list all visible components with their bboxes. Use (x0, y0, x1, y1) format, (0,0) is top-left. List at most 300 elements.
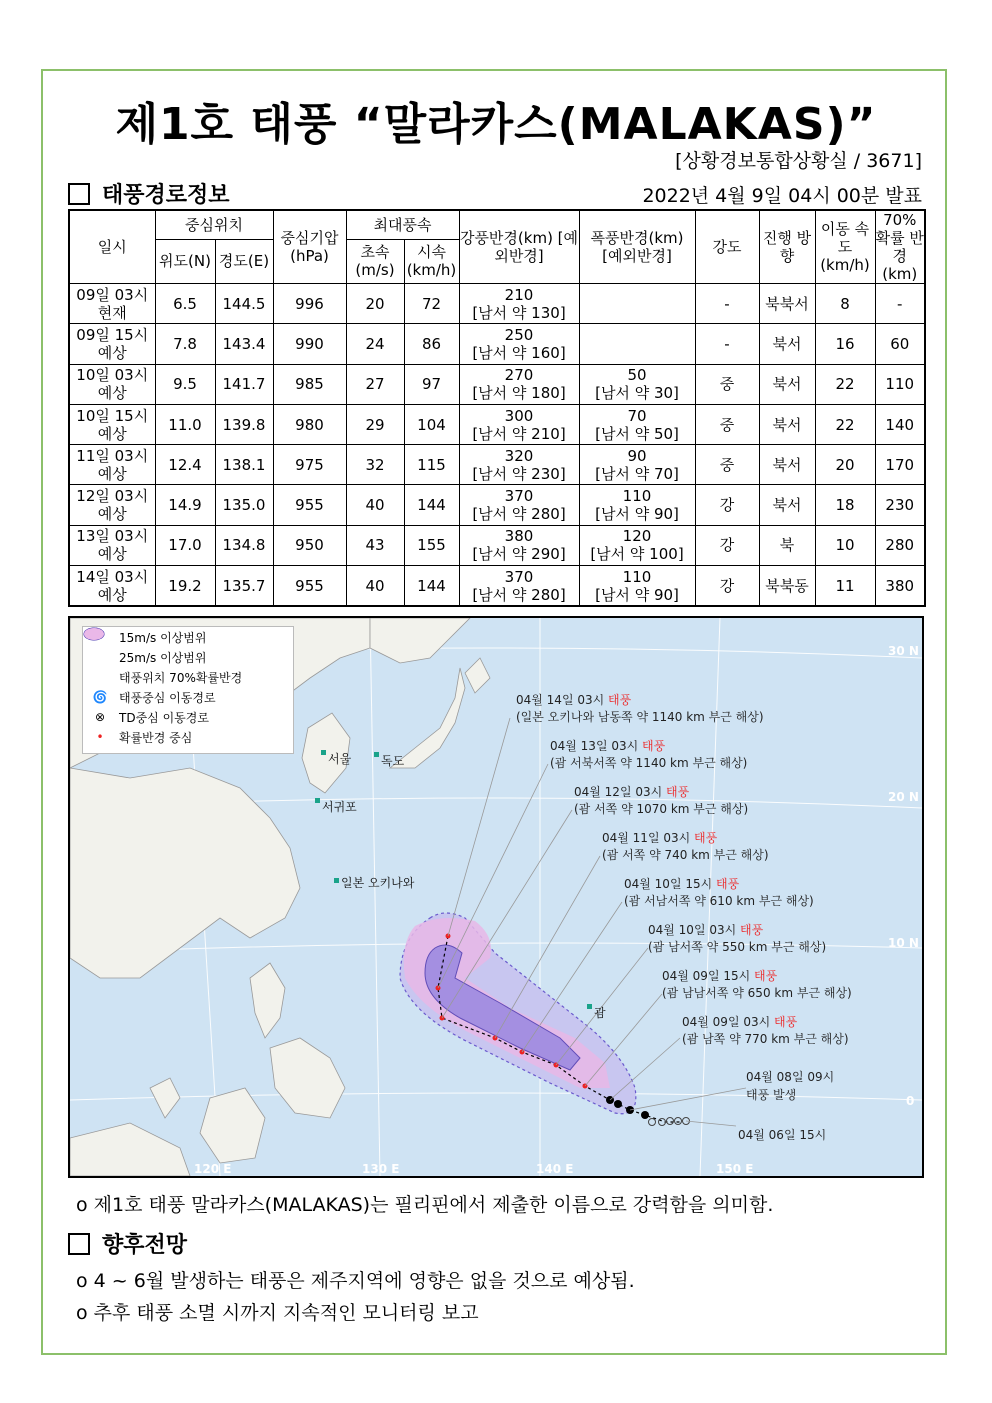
table-row (69, 485, 925, 525)
cell-text: 7.8 (173, 334, 197, 353)
label-desc: (괌 서북서쪽 약 1140 km 부근 해상) (550, 756, 748, 770)
cell-text: 북서 (772, 415, 802, 434)
label-tag: 태풍 (666, 785, 690, 799)
table-cell (215, 525, 273, 565)
table-cell (155, 566, 215, 606)
cell-text: [남서 약 70] (595, 464, 679, 483)
table-cell (346, 445, 404, 485)
cell-text: [남서 약 280] (472, 505, 566, 524)
cell-text: 144 (417, 576, 446, 595)
legend-item (83, 687, 293, 707)
cell-text: 380 (885, 576, 915, 595)
cell-text: 143.4 (222, 334, 266, 353)
cell-text: 12일 03시 (76, 487, 149, 506)
legend-label: 15m/s 이상범위 (119, 630, 207, 645)
cell-text: [남서 약 210] (472, 424, 566, 443)
legend-item (83, 647, 293, 667)
table-cell (875, 324, 925, 364)
cell-text: 985 (295, 375, 324, 394)
table-cell (875, 485, 925, 525)
cell-text: 22 (835, 415, 855, 434)
label-time: 04월 09일 03시 (682, 1015, 771, 1029)
cell-text: 09일 15시 (76, 325, 149, 344)
cell-text: 43 (365, 536, 385, 555)
table-cell (69, 284, 155, 324)
cell-text: 현재 (97, 303, 127, 322)
label-tag: 태풍 (694, 831, 718, 845)
label-desc: (일본 오키나와 남동쪽 약 1140 km 부근 해상) (516, 710, 764, 724)
table-cell (579, 404, 695, 444)
table-cell (404, 485, 459, 525)
cell-text: 17.0 (168, 536, 202, 555)
legend-item (83, 627, 293, 647)
table-cell (155, 364, 215, 404)
cell-text: 120 (622, 527, 652, 546)
place-label: 독도 (381, 754, 405, 768)
cell-text: 예상 (97, 505, 127, 524)
table-cell (69, 525, 155, 565)
table-cell (695, 445, 759, 485)
cell-text: 14일 03시 (76, 567, 149, 586)
checkbox-icon (68, 1233, 90, 1255)
place-label: 괌 (594, 1006, 606, 1020)
cell-text: 20 (835, 455, 855, 474)
table-cell (155, 284, 215, 324)
track-label (682, 1014, 849, 1048)
label-desc: (괌 남쪽 약 770 km 부근 해상) (682, 1032, 849, 1046)
note-outlook-1: o 4 ~ 6월 발생하는 태풍은 제주지역에 영향은 없을 것으로 예상됨. (76, 1270, 635, 1292)
cell-text: 10일 03시 (76, 366, 149, 385)
cell-text: 144.5 (222, 294, 266, 313)
cell-text: 예상 (97, 343, 127, 362)
table-cell (69, 445, 155, 485)
table-cell (759, 404, 815, 444)
legend-prob-swatch (89, 670, 111, 684)
cell-text: 320 (504, 446, 534, 465)
table-cell (459, 445, 579, 485)
table-cell (69, 404, 155, 444)
table-cell (155, 445, 215, 485)
cell-text: 강 (719, 576, 735, 595)
cell-text: 955 (295, 496, 324, 515)
table-cell (155, 324, 215, 364)
cell-text: 12.4 (168, 455, 202, 474)
cell-text: 강 (719, 536, 735, 555)
th-speed: 이동 속도 (km/h) (815, 210, 875, 284)
label-tag: 태풍 (754, 969, 778, 983)
place-label: 서울 (328, 752, 352, 766)
table-cell (155, 525, 215, 565)
checkbox-icon (68, 183, 90, 205)
cell-text: 북 (779, 536, 795, 555)
track-label (624, 876, 814, 910)
cell-text: 예상 (97, 545, 127, 564)
section-title: 태풍경로정보 (102, 183, 230, 208)
cell-text: 북서 (772, 375, 802, 394)
table-cell (69, 566, 155, 606)
th-lat: 위도(N) (155, 239, 215, 283)
table-cell (273, 284, 346, 324)
genesis-time: 04월 08일 09시 (746, 1070, 835, 1084)
cell-text: 북서 (772, 455, 802, 474)
table-cell (579, 445, 695, 485)
cell-text: 110 (622, 567, 652, 586)
table-cell (273, 364, 346, 404)
table-cell (404, 364, 459, 404)
table-cell (273, 445, 346, 485)
table-cell (875, 284, 925, 324)
cell-text: [남서 약 230] (472, 464, 566, 483)
cell-text: 10일 15시 (76, 406, 149, 425)
cell-text: 70 (627, 406, 647, 425)
typhoon-icon: 🌀 (92, 690, 108, 704)
cell-text: [남서 약 290] (472, 545, 566, 564)
track-map (68, 616, 924, 1178)
cell-text: 139.8 (222, 415, 266, 434)
label-time: 04월 12일 03시 (574, 785, 663, 799)
table-cell (215, 445, 273, 485)
lat-label: 20 N (888, 790, 919, 804)
legend-item (83, 707, 293, 727)
cell-text: 72 (421, 294, 442, 313)
cell-text: 155 (417, 536, 446, 555)
page-title: 제1호 태풍 “말라카스(MALAKAS)” (115, 99, 877, 150)
table-cell (695, 485, 759, 525)
label-time: 04월 10일 03시 (648, 923, 737, 937)
track-label (516, 692, 764, 726)
th-center: 중심위치 (155, 210, 273, 239)
th-dir: 진행 방향 (759, 210, 815, 284)
label-desc: (괌 서남서쪽 약 610 km 부근 해상) (624, 894, 814, 908)
label-desc: (괌 서쪽 약 740 km 부근 해상) (602, 848, 769, 862)
cell-text: 북북서 (765, 294, 809, 313)
track-table (68, 209, 926, 607)
cell-text: [남서 약 100] (590, 545, 684, 564)
cell-text: 예상 (97, 424, 127, 443)
cell-text: 370 (504, 487, 534, 506)
cell-text: 13일 03시 (76, 527, 149, 546)
cell-text: 11 (835, 576, 855, 595)
table-cell (404, 445, 459, 485)
table-cell (273, 324, 346, 364)
cell-text: 9.5 (173, 375, 197, 394)
cell-text: 60 (890, 334, 910, 353)
cell-text: 8 (840, 294, 850, 313)
table-cell (759, 324, 815, 364)
table-cell (69, 485, 155, 525)
cell-text: [남서 약 30] (595, 384, 679, 403)
table-cell (459, 284, 579, 324)
table-cell (579, 284, 695, 324)
table-cell (815, 364, 875, 404)
table-cell (875, 566, 925, 606)
cell-text: 예상 (97, 384, 127, 403)
cell-text: [남서 약 130] (472, 303, 566, 322)
table-cell (215, 404, 273, 444)
cell-text: 300 (504, 406, 534, 425)
lon-label: 140 E (536, 1162, 574, 1176)
issued-time: 2022년 4월 9일 04시 00분 발표 (642, 185, 922, 207)
label-tag: 태풍 (716, 877, 740, 891)
lon-label: 120 E (194, 1162, 232, 1176)
th-prob: 70% 확률 반경 (km) (875, 211, 924, 283)
cell-text: 950 (295, 536, 324, 555)
cell-text: 141.7 (222, 375, 266, 394)
cell-text: 18 (835, 496, 855, 515)
table-cell (759, 485, 815, 525)
lat-label: 30 N (888, 644, 919, 658)
th-kmh: 시속 (km/h) (404, 239, 459, 283)
cell-text: 19.2 (168, 576, 202, 595)
track-label (662, 968, 852, 1002)
cell-text: 230 (885, 496, 915, 515)
table-cell (346, 525, 404, 565)
table-cell (695, 324, 759, 364)
cell-text: 110 (885, 375, 915, 394)
cell-text: 14.9 (168, 496, 202, 515)
table-cell (273, 404, 346, 444)
place-label: 일본 오키나와 (341, 876, 415, 890)
th-intensity: 강도 (695, 210, 759, 284)
cell-text: 170 (885, 455, 915, 474)
cell-text: 중 (719, 455, 735, 474)
cell-text: [남서 약 280] (472, 585, 566, 604)
cell-text: 29 (365, 415, 385, 434)
cell-text: [남서 약 180] (472, 384, 566, 403)
cell-text: 380 (504, 527, 534, 546)
cell-text: 40 (365, 576, 385, 595)
cell-text: 90 (627, 446, 647, 465)
cell-text: 270 (504, 366, 534, 385)
cell-text: - (897, 294, 903, 313)
dot-icon: • (96, 730, 104, 744)
table-cell (69, 324, 155, 364)
track-label (602, 830, 769, 864)
table-cell (815, 566, 875, 606)
cell-text: 140 (885, 415, 915, 434)
table-cell (815, 445, 875, 485)
table-cell (695, 284, 759, 324)
cell-text: 22 (835, 375, 855, 394)
cell-text: 115 (417, 455, 446, 474)
th-time: 일시 (69, 210, 155, 284)
table-cell (459, 566, 579, 606)
table-row (69, 566, 925, 606)
table-row (69, 445, 925, 485)
cell-text: 16 (835, 334, 855, 353)
table-row (69, 404, 925, 444)
table-row (69, 324, 925, 364)
track-label (648, 922, 826, 956)
cell-text: 110 (622, 487, 652, 506)
table-cell (579, 485, 695, 525)
cell-text: [남서 약 160] (472, 343, 566, 362)
table-cell (346, 364, 404, 404)
legend-label: 태풍중심 이동경로 (119, 690, 216, 705)
cell-text: 134.8 (222, 536, 266, 555)
cell-text: 144 (417, 496, 446, 515)
cell-text: - (724, 294, 730, 313)
th-ms: 초속 (m/s) (346, 239, 404, 283)
note-outlook-2: o 추후 태풍 소멸 시까지 지속적인 모니터링 보고 (76, 1302, 479, 1324)
cell-text: 138.1 (222, 455, 266, 474)
label-desc: (괌 남남서쪽 약 650 km 부근 해상) (662, 986, 852, 1000)
cell-text: 86 (421, 334, 442, 353)
cell-text: 50 (627, 366, 647, 385)
cell-text: 980 (295, 415, 324, 434)
cell-text: 예상 (97, 464, 127, 483)
label-time: 04월 10일 15시 (624, 877, 713, 891)
th-lon: 경도(E) (215, 239, 273, 283)
lat-label: 0 (906, 1094, 915, 1108)
table-cell (404, 324, 459, 364)
table-cell (346, 566, 404, 606)
table-cell (273, 566, 346, 606)
label-tag: 태풍 (642, 739, 666, 753)
table-cell (815, 324, 875, 364)
table-cell (215, 364, 273, 404)
cell-text: 250 (504, 325, 534, 344)
cell-text: 990 (295, 334, 324, 353)
label-time: 04월 14일 03시 (516, 693, 605, 707)
cell-text: 6.5 (173, 294, 197, 313)
legend-25ms-swatch (89, 650, 111, 664)
table-cell (404, 566, 459, 606)
genesis-text: 태풍 발생 (746, 1088, 797, 1102)
table-cell (346, 324, 404, 364)
table-cell (404, 404, 459, 444)
table-cell (815, 485, 875, 525)
cell-text: 955 (295, 576, 324, 595)
table-cell (815, 284, 875, 324)
genesis-label (746, 1068, 834, 1104)
cell-text: 북서 (772, 496, 802, 515)
table-cell (875, 525, 925, 565)
cell-text: 24 (365, 334, 385, 353)
cell-text: - (724, 334, 730, 353)
table-cell (759, 284, 815, 324)
cell-text: 975 (295, 455, 324, 474)
table-row (69, 364, 925, 404)
table-cell (459, 485, 579, 525)
cell-text: 중 (719, 415, 735, 434)
th-strong: 강풍반경(km) [예외반경] (459, 210, 579, 284)
table-cell (579, 566, 695, 606)
cell-text: 강 (719, 496, 735, 515)
label-desc: (괌 서쪽 약 1070 km 부근 해상) (574, 802, 749, 816)
table-cell (459, 525, 579, 565)
section-track-info (68, 178, 230, 209)
th-pressure: 중심기압 (hPa) (273, 210, 346, 284)
section-title: 향후전망 (102, 1233, 188, 1258)
th-storm: 폭풍반경(km) [예외반경] (579, 210, 695, 284)
table-header-row (69, 210, 925, 239)
cell-text: 210 (504, 285, 534, 304)
table-cell (155, 404, 215, 444)
cell-text: 97 (421, 375, 442, 394)
cell-text: 북북동 (765, 576, 809, 595)
cell-text: 예상 (97, 585, 127, 604)
legend-item (83, 727, 293, 747)
table-cell (579, 364, 695, 404)
table-cell (875, 404, 925, 444)
label-time: 04월 11일 03시 (602, 831, 691, 845)
cell-text: 280 (885, 536, 915, 555)
table-row (69, 284, 925, 324)
cell-text: [남서 약 90] (595, 585, 679, 604)
office-label: [상황경보통합상황실 / 3671] (675, 150, 922, 172)
cell-text: 20 (365, 294, 385, 313)
cell-text: 135.0 (222, 496, 266, 515)
label-time: 04월 13일 03시 (550, 739, 639, 753)
cell-text: 11일 03시 (76, 446, 149, 465)
table-cell (695, 364, 759, 404)
table-cell (759, 525, 815, 565)
legend-item (83, 667, 293, 687)
cell-text: 27 (365, 375, 385, 394)
cell-text: [남서 약 50] (595, 424, 679, 443)
track-label (574, 784, 748, 818)
table-cell (815, 525, 875, 565)
table-cell (459, 324, 579, 364)
cell-text: 370 (504, 567, 534, 586)
cell-text: 10 (835, 536, 855, 555)
lon-label: 150 E (716, 1162, 754, 1176)
table-cell (215, 284, 273, 324)
table-cell (404, 525, 459, 565)
table-row (69, 525, 925, 565)
table-cell (273, 485, 346, 525)
table-cell (215, 485, 273, 525)
cell-text: 중 (719, 375, 735, 394)
track-label (550, 738, 747, 772)
lon-label: 130 E (362, 1162, 400, 1176)
label-tag: 태풍 (608, 693, 632, 707)
label-tag: 태풍 (740, 923, 764, 937)
note-name-meaning: o 제1호 태풍 말라카스(MALAKAS)는 필리핀에서 제출한 이름으로 강력함을 의미함. (76, 1194, 774, 1216)
table-cell (875, 445, 925, 485)
cell-text: 104 (417, 415, 446, 434)
table-cell (579, 525, 695, 565)
cell-text: 996 (295, 294, 324, 313)
cell-text: 135.7 (222, 576, 266, 595)
legend-label: 태풍위치 70%확률반경 (119, 670, 243, 685)
table-cell (695, 525, 759, 565)
table-cell (815, 404, 875, 444)
place-label: 서귀포 (322, 800, 357, 814)
cell-text: 32 (365, 455, 385, 474)
cell-text: 40 (365, 496, 385, 515)
label-desc: (괌 남서쪽 약 550 km 부근 해상) (648, 940, 827, 954)
table-cell (215, 324, 273, 364)
map-legend (82, 626, 294, 754)
table-cell (346, 284, 404, 324)
table-cell (759, 566, 815, 606)
table-cell (875, 364, 925, 404)
label-tag: 태풍 (774, 1015, 798, 1029)
table-cell (155, 485, 215, 525)
legend-label: 25m/s 이상범위 (119, 650, 207, 665)
section-outlook (68, 1228, 187, 1259)
table-cell (69, 364, 155, 404)
table-cell (695, 566, 759, 606)
lat-label: 10 N (888, 936, 919, 950)
table-cell (759, 445, 815, 485)
th-maxwind: 최대풍속 (346, 210, 459, 239)
td-start-label: 04월 06일 15시 (738, 1128, 827, 1142)
legend-label: TD중심 이동경로 (119, 710, 209, 725)
table-cell (759, 364, 815, 404)
